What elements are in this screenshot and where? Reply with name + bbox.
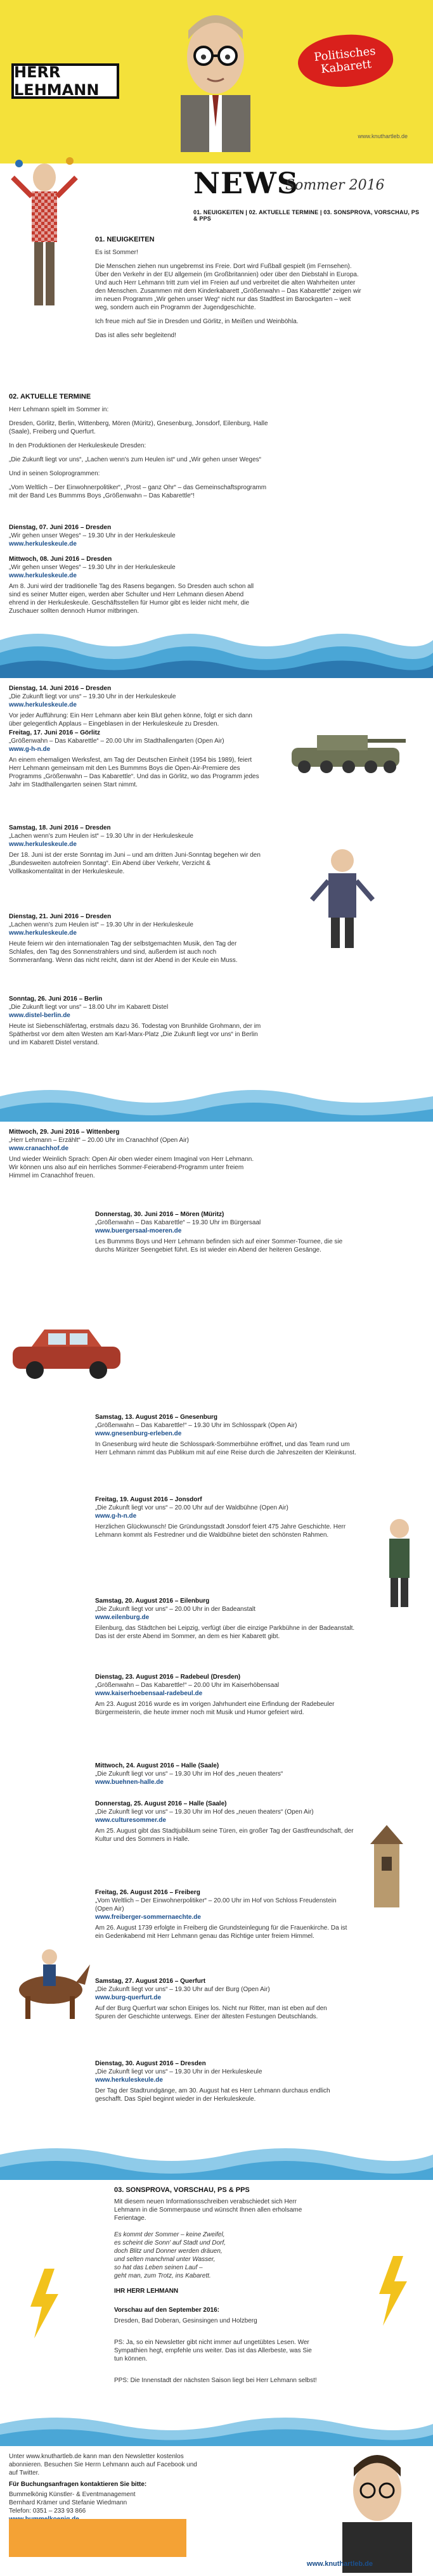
event-link[interactable]: www.herkuleskeule.de <box>9 541 77 548</box>
event-9 <box>95 1210 349 1254</box>
event-show: „Die Zukunft liegt vor uns“ – 18.00 Uhr im Kabarett Distel <box>9 1004 169 1011</box>
intro-line: Herr Lehmann spielt im Sommer in: <box>9 406 109 413</box>
event-date: Samstag, 18. Juni 2016 – Dresden <box>9 824 111 831</box>
event-date: Mittwoch, 29. Juni 2016 – Wittenberg <box>9 1129 120 1136</box>
signature: IHR HERR LEHMANN <box>114 2288 179 2295</box>
event-13 <box>95 1673 361 1717</box>
event-6 <box>9 913 262 964</box>
poem <box>114 2231 317 2280</box>
event-date: Samstag, 20. August 2016 – Eilenburg <box>95 1598 210 1605</box>
event-17 <box>95 1977 349 2021</box>
event-text: Heute feiern wir den internationalen Tag der selbstgemachten Musik, den Tag der Schlafes, den Tag des Sonnenstrahlers und sind, außerdem ist auch noch Sommeranfang. Wenn das nicht reicht, dann ist der Abend in der Keule ein Muss. <box>9 940 238 964</box>
poem-line: so hat das Leben seinen Lauf – <box>114 2264 203 2271</box>
event-text: Am 26. August 1739 erfolgte in Freiberg die Grundsteinlegung für die Frauenkirche. Da ist ein Gedenkabend mit Herr Lehmann genau das Richtige unter freiem Himmel. <box>95 1925 347 1940</box>
event-link[interactable]: www.burg-querfurt.de <box>95 1994 162 2001</box>
rider-illustration <box>6 1933 95 2022</box>
event-show: „Größenwahn – Das Kabarettle“ – 20.00 Uhr im Stadthallengarten (Open Air) <box>9 738 224 745</box>
event-1 <box>9 523 262 548</box>
intro-line: In den Produktionen der Herkuleskeule Dresden: <box>9 442 146 449</box>
wave-divider <box>0 1077 433 1122</box>
event-text: Am 23. August 2016 wurde es im vorigen Jahrhundert eine Erfindung der Radebeuler Bürgermeisterin, die heute immer noch mit Musik und Humor gefeiert wird. <box>95 1701 335 1716</box>
section3-heading: 03. SONSPROVA, VORSCHAU, PS & PPS <box>114 2186 250 2194</box>
event-date: Dienstag, 21. Juni 2016 – Dresden <box>9 913 112 920</box>
event-link[interactable]: www.buehnen-halle.de <box>95 1779 164 1786</box>
event-text: Der 18. Juni ist der erste Sonntag im Juni – und am dritten Juni-Sonntag begehen wir den „Bundesweiten autofreien Sonntag“. Ein Abend über Verkehr, Verzicht & Vollkaskomentalität in der Herkuleskeule. <box>9 852 261 875</box>
event-link[interactable]: www.eilenburg.de <box>95 1614 150 1621</box>
event-date: Freitag, 26. August 2016 – Freiberg <box>95 1889 200 1896</box>
event-11 <box>95 1496 349 1539</box>
news-title: NEWS <box>193 166 299 200</box>
booking-line: Telefon: 0351 – 233 93 866 <box>9 2508 86 2515</box>
section1-paragraph: Ich freue mich auf Sie in Dresden und Görlitz, in Meißen und Weinböhla. <box>95 318 299 325</box>
event-14 <box>95 1762 361 1786</box>
news-subtitle: Sommer 2016 <box>285 177 385 193</box>
event-link[interactable]: www.gnesenburg-erleben.de <box>95 1430 182 1437</box>
event-text: Auf der Burg Querfurt war schon Einiges los. Nicht nur Ritter, man ist eben auf den Spuren der Geschichte unterwegs. Einer der ältesten Festungen Deutschlands. <box>95 2005 327 2020</box>
event-text: Der Tag der Stadtrundgänge, am 30. August hat es Herr Lehmann durchaus endlich geschafft. Das Spiel beginnt wieder in der Herkuleskeule. <box>95 2087 330 2103</box>
car-illustration <box>6 1318 127 1381</box>
event-show: „Die Zukunft liegt vor uns“ – 19.30 Uhr auf der Burg (Open Air) <box>95 1986 270 1993</box>
intro-line: „Die Zukunft liegt vor uns“, „Lachen wenn's zum Heulen ist“ und „Wir gehen unser Weges“ <box>9 456 262 463</box>
figure-illustration <box>304 843 380 951</box>
event-show: „Herr Lehmann – Erzählt“ – 20.00 Uhr im Cranachhof (Open Air) <box>9 1137 190 1144</box>
event-show: „Lachen wenn's zum Heulen ist“ – 19.30 Uhr in der Herkuleskeule <box>9 833 193 840</box>
header-banner <box>0 0 433 163</box>
tower-illustration <box>355 1825 418 1907</box>
event-link[interactable]: www.freiberger-sommernaechte.de <box>95 1914 201 1921</box>
event-date: Dienstag, 30. August 2016 – Dresden <box>95 2060 206 2067</box>
event-link[interactable]: www.herkuleskeule.de <box>9 572 77 579</box>
wave-divider <box>0 627 433 678</box>
event-text: An einem ehemaligen Werksfest, am Tag der Deutschen Einheit (1954 bis 1989), feiert Herr Lehmann gemeinsam mit den Les Bummms Boys die Open-Air-Premiere des Programms „Größenwahn – Das Kabarettle“. Und das in Görlitz, wo das Programm jedes Jahr im Stadthallengarten seinen Start nimmt. <box>9 757 259 788</box>
footer-url[interactable]: www.knuthartleb.de <box>306 2560 373 2568</box>
pps-text: PPS: Die Innenstadt der nächsten Saison liegt bei Herr Lehmann selbst! <box>114 2377 317 2384</box>
event-text: Herzlichen Glückwunsch! Die Gründungsstadt Jonsdorf feiert 475 Jahre Geschichte. Herr Lehmann kommt als Festredner und die Waldbühne bietet den schönsten Rahmen. <box>95 1523 346 1539</box>
footer-portrait <box>330 2446 425 2573</box>
event-date: Mittwoch, 08. Juni 2016 – Dresden <box>9 556 112 563</box>
event-show: „Lachen wenn's zum Heulen ist“ – 19.30 Uhr in der Herkuleskeule <box>9 921 193 928</box>
section1-paragraph: Die Menschen ziehen nun ungebremst ins Freie. Dort wird Fußball gespielt (im Fernsehen). Über den Verkehr in der EU allgemein (im Großbritannien) oder über den Diebstahl in Europa. Und auch Herr Lehmann tritt zum viel im Freien auf und verbreitet die alten Wahrheiten unter den Menschen. Zusammen mit dem Kinderkabarett „Größenwahn – Das Kabarettle“ zeigen wir im neuen Programm „Wir gehen unser Weg“ nicht nur das Stadtfest im Barockgarten – weit weg, sondern auch ein Programm der Jugendgeschichte. <box>95 263 361 311</box>
event-show: „Wir gehen unser Weges“ – 19.30 Uhr in der Herkuleskeule <box>9 532 176 539</box>
event-10 <box>95 1413 361 1457</box>
event-show: „Größenwahn – Das Kabarettle“ – 19.30 Uhr im Bürgersaal <box>95 1219 261 1226</box>
event-date: Dienstag, 14. Juni 2016 – Dresden <box>9 685 112 692</box>
politisches-kabarett-badge: Politisches Kabarett <box>295 30 396 91</box>
event-date: Freitag, 17. Juni 2016 – Görlitz <box>9 729 100 736</box>
event-15 <box>95 1800 361 1843</box>
footer-text: Unter www.knuthartleb.de kann man den Newsletter kostenlos abonnieren. Besuchen Sie Herrn Lehmann auch auf Facebook und auf Twitter. <box>9 2453 197 2477</box>
poem-line: und selten manchmal unter Wasser, <box>114 2256 216 2263</box>
event-4 <box>9 729 262 789</box>
table-of-contents[interactable]: 01. NEUIGKEITEN | 02. AKTUELLE TERMINE | 03. SONSPROVA, VORSCHAU, PS & PPS <box>193 209 420 222</box>
event-text: Am 8. Juni wird der traditionelle Tag des Rasens begangen. So Dresden auch schon all sind es seiner Mutter eigen, werden aber Schulter und Herr Lehmann diesen Abend ehrend in der Herkuleskeule. Geschäftsstellen für Humor gibt es leider nicht mehr, die Zuschauer sollten dennoch Humor mitbringen. <box>9 583 254 615</box>
wave-divider <box>0 2136 433 2180</box>
booking-line: Bernhard Krämer und Stefanie Wiedmann <box>9 2499 127 2506</box>
poem-line: geht man, zum Trotz, ins Kabarett. <box>114 2272 211 2279</box>
event-3 <box>9 684 262 728</box>
event-2 <box>9 555 262 615</box>
section3-intro: Mit diesem neuen Informationsschreiben verabschiedet sich Herr Lehmann in die Sommerpause und wünscht Ihnen allen erholsame Ferientage. <box>114 2198 302 2222</box>
event-date: Mittwoch, 24. August 2016 – Halle (Saale) <box>95 1762 219 1769</box>
event-show: „Wir gehen unser Weges“ – 19.30 Uhr in der Herkuleskeule <box>9 564 176 571</box>
lightning-icon <box>374 2256 412 2326</box>
section1-heading: 01. NEUIGKEITEN <box>95 236 155 243</box>
section2-heading: 02. AKTUELLE TERMINE <box>9 393 91 400</box>
portrait-illustration <box>162 0 269 152</box>
event-text: Vor jeder Aufführung: Ein Herr Lehmann aber kein Blut gehen könne, folgt er sich dann über gelegentlich Applaus – Eingeblasen in der Herkuleskeule zu Dresden. <box>9 712 252 727</box>
event-link[interactable]: www.cranachhof.de <box>9 1145 69 1152</box>
event-text: In Gnesenburg wird heute die Schlosspark-Sommerbühne eröffnet, und das Team rund um Herr Lehmann nimmt das Publikum mit auf eine Reise durch die Jahreszeiten der Kleinkunst. <box>95 1441 356 1456</box>
ps-text: PS: Ja, so ein Newsletter gibt nicht immer auf ungetübtes Lesen. Wer Sympathien hegt, empfehle uns weiter. Das ist das Allerbeste, was Sie tun können. <box>114 2339 312 2362</box>
event-link[interactable]: www.herkuleskeule.de <box>95 2077 163 2084</box>
preview-text: Dresden, Bad Doberan, Gesinsingen und Holzberg <box>114 2317 257 2324</box>
event-link[interactable]: www.buergersaal-moeren.de <box>95 1227 182 1234</box>
event-show: „Die Zukunft liegt vor uns“ – 19.30 Uhr im Hof des „neuen theaters“ <box>95 1771 283 1778</box>
event-date: Donnerstag, 30. Juni 2016 – Mören (Müritz) <box>95 1211 224 1218</box>
intro-line: Dresden, Görlitz, Berlin, Wittenberg, Mören (Müritz), Gnesenburg, Jonsdorf, Eilenburg, Halle (Saale), Freiberg und Querfurt. <box>9 420 268 435</box>
event-12 <box>95 1597 361 1641</box>
event-5 <box>9 824 262 876</box>
event-show: „Die Zukunft liegt vor uns“ – 19.30 Uhr in der Herkuleskeule <box>95 2068 262 2075</box>
intro-line: „Vom Weltlich – Der Einwohnerpolitiker“, „Prost – ganz Ohr“ – das Gemeinschaftsprogramm mit der Band Les Bummms Boys „Größenwahn – Das Kabarettle“! <box>9 484 267 499</box>
event-text: Eilenburg, das Städtchen bei Leipzig, verfügt über die einzige Parkbühne in der Badeanstalt. Das ist der erste Abend im Sommer, an dem es hier Kabarett gibt. <box>95 1625 355 1640</box>
event-link[interactable]: www.distel-berlin.de <box>9 1012 70 1019</box>
event-link[interactable]: www.herkuleskeule.de <box>9 841 77 848</box>
section1-paragraph: Das ist alles sehr begleitend! <box>95 332 176 339</box>
event-date: Dienstag, 07. Juni 2016 – Dresden <box>9 524 112 531</box>
event-text: Am 25. August gibt das Stadtjubiläum seine Türen, ein großer Tag der Gastfreundschaft, der Kultur und des Sommers in Halle. <box>95 1828 354 1843</box>
booking-heading: Für Buchungsanfragen kontaktieren Sie bitte: <box>9 2481 147 2488</box>
tank-illustration <box>279 722 412 779</box>
event-show: „Die Zukunft liegt vor uns“ – 20.00 Uhr auf der Waldbühne (Open Air) <box>95 1504 288 1511</box>
header-url[interactable]: www.knuthartleb.de <box>358 133 408 139</box>
event-show: „Die Zukunft liegt vor uns“ – 19.30 Uhr in der Herkuleskeule <box>9 693 176 700</box>
section1-body <box>95 248 361 345</box>
event-show: „Die Zukunft liegt vor uns“ – 19.30 Uhr im Hof des „neuen theaters“ (Open Air) <box>95 1809 314 1816</box>
event-show: „Größenwahn – Das Kabarettle!“ – 19.30 Uhr im Schlosspark (Open Air) <box>95 1422 297 1429</box>
event-link[interactable]: www.herkuleskeule.de <box>9 930 77 937</box>
event-show: „Größenwahn – Das Kabarettle!“ – 20.00 Uhr im Kaiserhöbensaal <box>95 1682 280 1689</box>
booking-line: Bummelkönig Künstler- & Eventmanagement <box>9 2491 136 2498</box>
event-date: Samstag, 27. August 2016 – Querfurt <box>95 1978 206 1985</box>
event-18 <box>95 2060 349 2103</box>
event-link[interactable]: www.kaiserhoebensaal-radebeul.de <box>95 1690 203 1697</box>
event-8 <box>9 1128 262 1180</box>
event-link[interactable]: www.herkuleskeule.de <box>9 702 77 708</box>
poem-line: doch Blitz und Donner werden dräuen, <box>114 2248 223 2255</box>
event-text: Und wieder Weinlich Sprach: Open Air oben wieder einem Imaginal von Herr Lehmann. Wir können uns also auf ein herrliches Sommer-Feierabend-Programm unter freiem Himmel im Cranachhof freuen. <box>9 1156 254 1179</box>
poem-line: Es kommt der Sommer – keine Zweifel, <box>114 2231 225 2238</box>
figure-illustration <box>374 1515 425 1610</box>
poem-line: es scheint die Sonn' auf Stadt und Dorf, <box>114 2240 226 2246</box>
section1-paragraph: Es ist Sommer! <box>95 249 138 256</box>
preview-heading: Vorschau auf den September 2016: <box>114 2307 219 2314</box>
event-7 <box>9 995 262 1047</box>
event-text: Les Bummms Boys und Herr Lehmann befinden sich auf einer Sommer-Tournee, die sie durchs Müritzer Seengebiet führt. Es ist wieder ein Abend der heiteren Gesänge. <box>95 1238 343 1253</box>
event-date: Samstag, 13. August 2016 – Gnesenburg <box>95 1414 218 1421</box>
section2-intro <box>9 406 275 506</box>
wave-divider <box>0 2408 433 2446</box>
intro-line: Und in seinen Soloprogrammen: <box>9 470 100 477</box>
event-date: Sonntag, 26. Juni 2016 – Berlin <box>9 996 103 1003</box>
footer-orange-strip <box>9 2519 186 2557</box>
event-link[interactable]: www.culturesommer.de <box>95 1817 166 1824</box>
event-show: „Die Zukunft liegt vor uns“ – 20.00 Uhr in der Badeanstalt <box>95 1606 255 1613</box>
event-date: Donnerstag, 25. August 2016 – Halle (Saale) <box>95 1800 227 1807</box>
event-date: Freitag, 19. August 2016 – Jonsdorf <box>95 1496 202 1503</box>
event-16 <box>95 1888 349 1940</box>
lightning-icon <box>25 2269 63 2338</box>
event-link[interactable]: www.g-h-n.de <box>95 1513 137 1520</box>
event-date: Dienstag, 23. August 2016 – Radebeul (Dresden) <box>95 1674 241 1681</box>
juggler-illustration <box>6 152 82 317</box>
event-show: „Vom Weltlich – Der Einwohnerpolitiker“ – 20.00 Uhr im Hof von Schloss Freudenstein (Open Air) <box>95 1897 337 1913</box>
herr-lehmann-logo[interactable]: HERR LEHMANN <box>11 63 119 99</box>
event-text: Heute ist Siebenschläfertag, erstmals dazu 36. Todestag von Brunhilde Grohmann, der im Spätherbst vor dem alten Westen am Karl-Marx-Platz „Die Zukunft liegt vor uns“ in Berlin und im Kabarett Distel verstand. <box>9 1023 261 1046</box>
event-link[interactable]: www.g-h-n.de <box>9 746 51 753</box>
